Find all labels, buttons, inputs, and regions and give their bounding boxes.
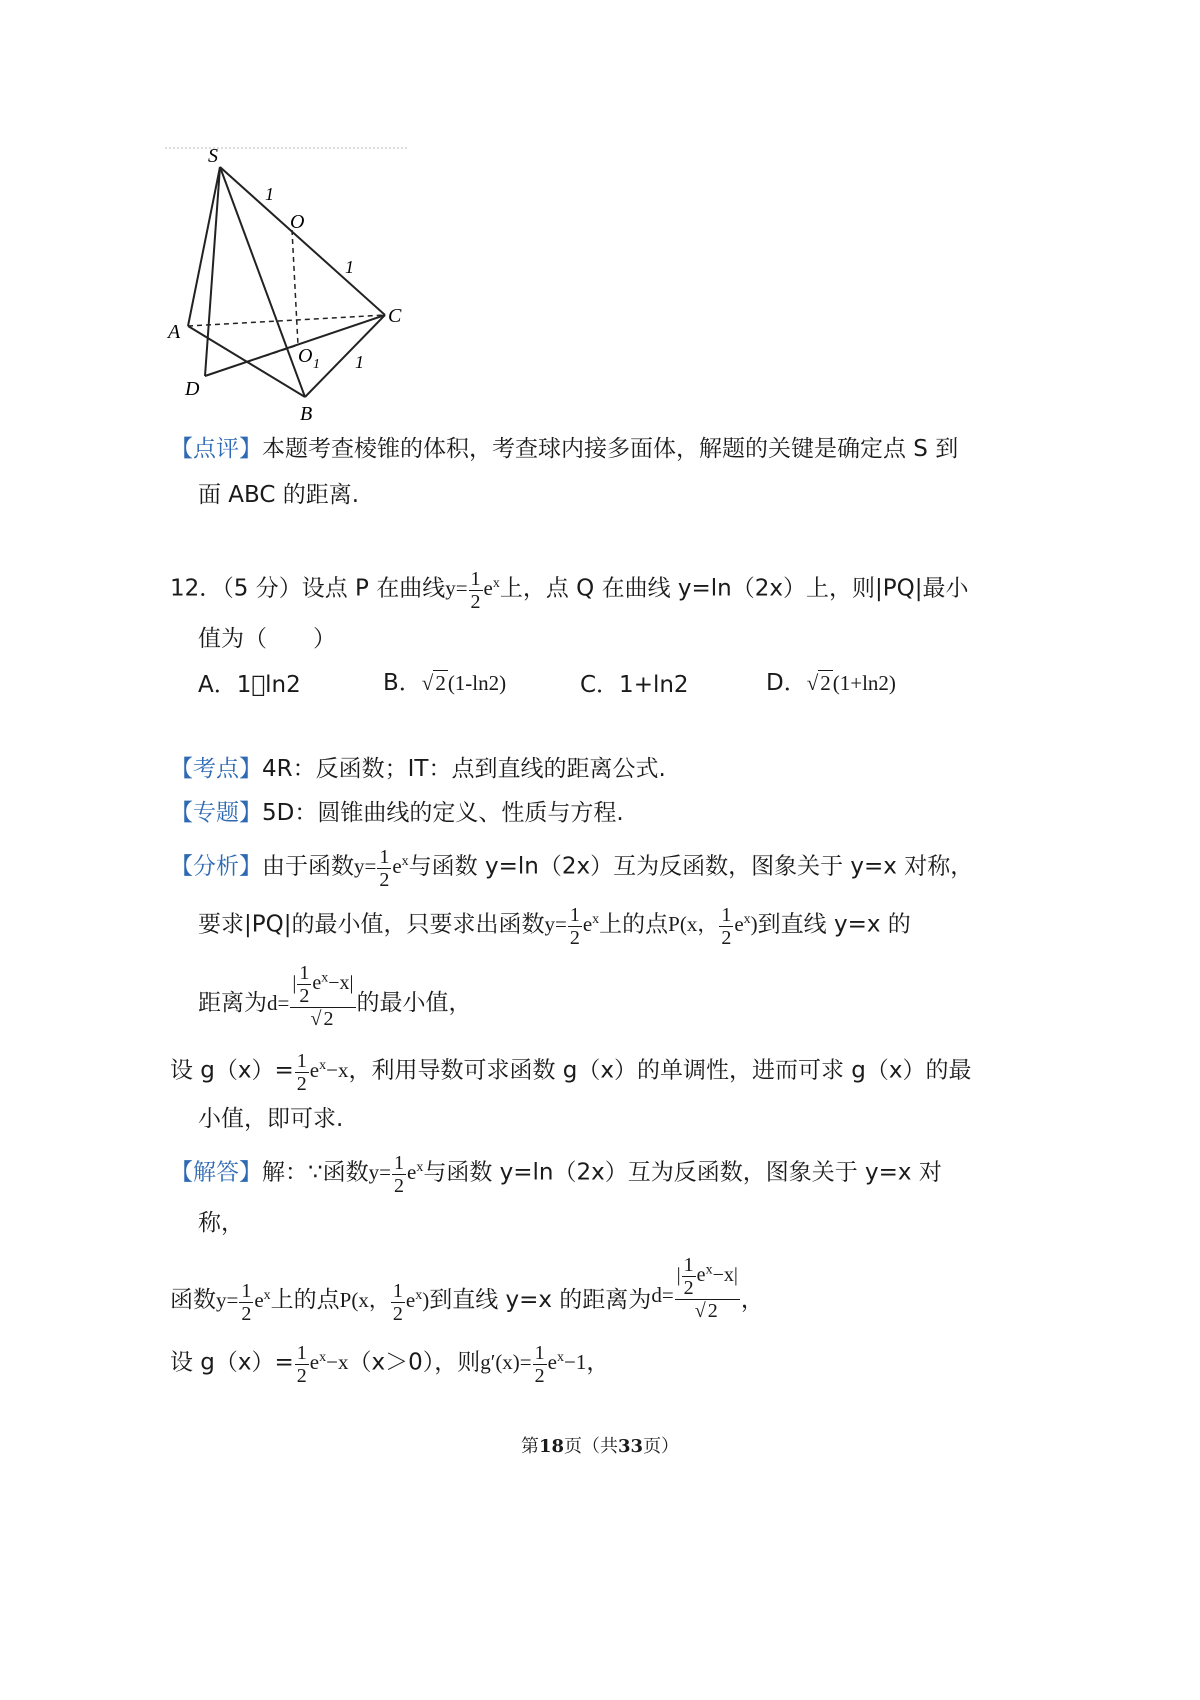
question-12-stem: 12．（5 分）设点 P 在曲线 [170,575,446,602]
zhuanti-tag: 【专题】 [170,800,262,826]
zhuanti-text: 5D：圆锥曲线的定义、性质与方程. [262,800,624,826]
review-line-1 [170,434,958,464]
review-line-2 [198,480,359,510]
kaodian-text: 4R：反函数；IT：点到直线的距离公式. [262,756,666,782]
label-c: C [388,305,402,327]
question-12-line-2 [198,624,336,654]
label-b: B [300,403,313,425]
label-o1-sub: 1 [313,357,320,372]
kaodian-line [170,754,666,784]
option-d-label: D． [766,670,807,696]
q12-curve-eq: y= $\frac{1}{2}$ $e^x$ [445,568,500,613]
label-o: O [290,211,305,233]
fenxi-tag: 【分析】 [170,853,262,880]
fenxi-line-3: 距离为d= | $\frac{1}{2}$ $e^x-x|$ √ 2 的最小值， [198,962,472,1030]
question-12-line-1 [170,568,968,613]
option-b-expr: √2(1-ln2) [421,671,507,695]
page-footer: 第18页（共33页） [520,1436,680,1457]
jieda-line-3: 函数y= $\frac{1}{2}$ $e^x$上的点P(x， $\frac{1}{2}$ $e^x$)到直线 y=x 的距离为d= | $\frac{1}{2}$ $e^x-x|$ √ 2 ， [170,1254,764,1325]
jieda-line-1: 【解答】解：∵函数y= $\frac{1}{2}$ $e^x$与函数 y=ln（2x）互为反函数，图象关于 y=x 对 [170,1152,942,1197]
label-s: S [208,145,218,167]
label-a: A [168,321,181,343]
question-12-stem-2: 上，点 Q 在曲线 y=ln（2x）上，则|PQ|最小 [499,575,969,602]
option-c-text: C．1+ln2 [580,672,689,698]
pyramid-diagram [160,140,420,430]
label-edge-so: 1 [265,184,274,204]
fenxi-line-2: 要求|PQ|的最小值，只要求出函数y= $\frac{1}{2}$ $e^x$上的点P(x， $\frac{1}{2}$ $e^x$)到直线 y=x 的 [198,904,911,949]
option-d-expr: √2(1+ln2) [806,671,896,695]
pyramid-figure [160,140,420,430]
page-number: 18 [538,1436,564,1457]
kaodian-tag: 【考点】 [170,756,262,782]
option-a-text: A．1 ln2 [198,672,301,698]
review-tag: 【点评】 [170,436,262,462]
option-a[interactable] [198,670,301,700]
jieda-tag: 【解答】 [170,1159,262,1186]
fenxi-line-5: 小值，即可求. [198,1106,344,1132]
jieda-line-4: 设 g（x）= $\frac{1}{2}$ $e^x-x(x>0)$，则g′(x)= $\frac{1}{2}$ $e^x-1$， [170,1342,610,1387]
option-b[interactable] [383,668,506,698]
label-edge-oc: 1 [345,257,354,277]
review-text-2: 面 ABC 的距离. [198,482,360,508]
label-d: D [185,378,200,400]
option-d[interactable] [766,668,896,698]
page-total: 33 [618,1436,644,1457]
label-edge-cb: 1 [355,352,364,372]
question-12-stem-3: 值为（ ） [198,626,336,652]
option-b-label: B． [383,670,422,696]
label-o1: O [298,345,313,367]
fenxi-line-4: 设 g（x）= $\frac{1}{2}$ $e^x-x$，利用导数可求函数 g（x）的单调性，进而可求 g（x）的最 [170,1050,972,1095]
zhuanti-line [170,798,624,828]
option-c[interactable] [580,670,689,700]
jieda-line-2: 称， [198,1210,244,1236]
review-text-1: 本题考查棱锥的体积，考查球内接多面体，解题的关键是确定点 S 到 [262,436,959,462]
fenxi-line-1: 【分析】由于函数y= $\frac{1}{2}$ $e^x$与函数 y=ln（2x）互为反函数，图象关于 y=x 对称， [170,846,974,891]
